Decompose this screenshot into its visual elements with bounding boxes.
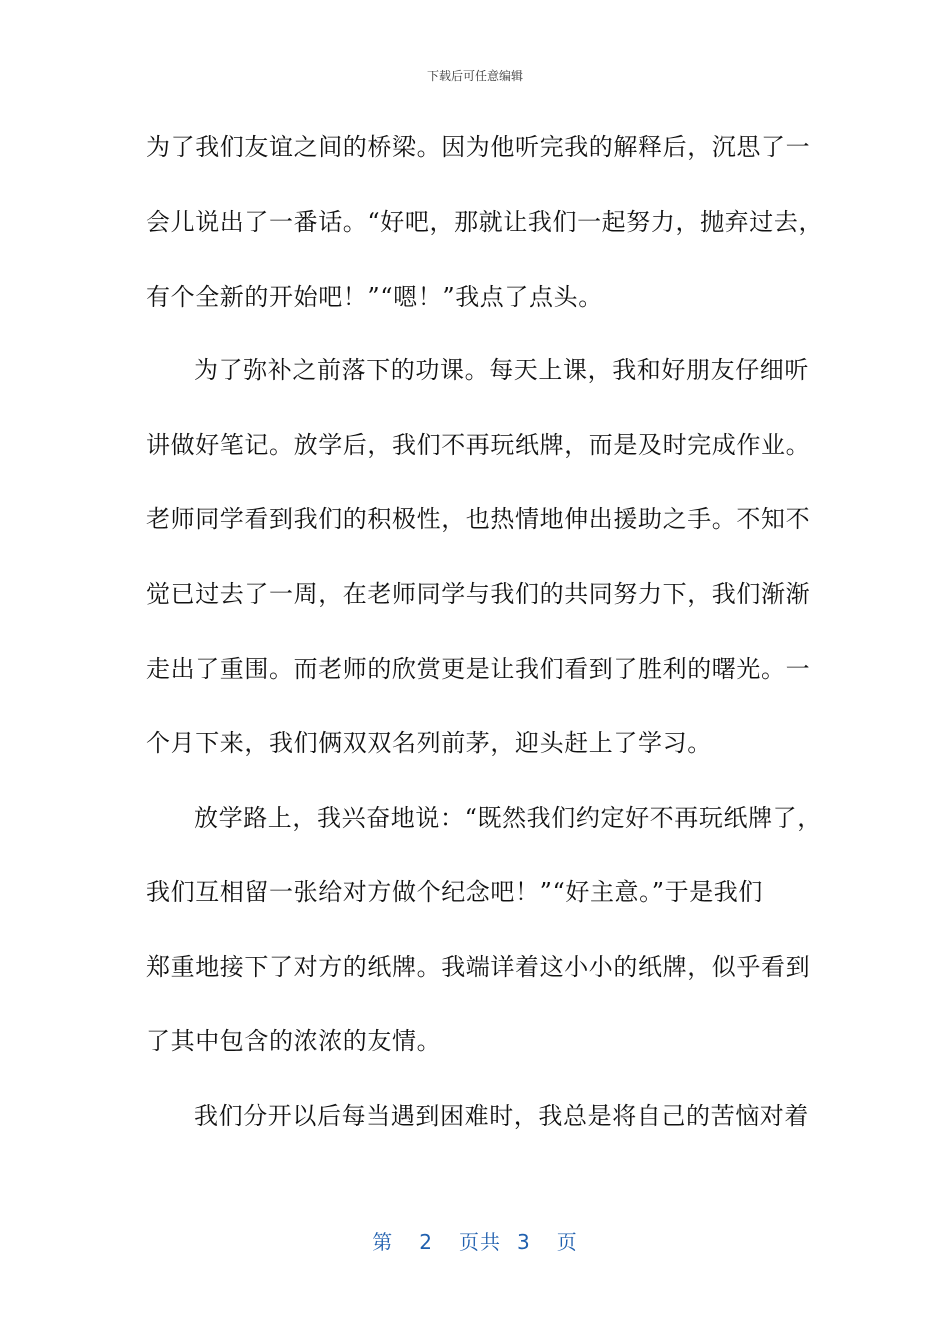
footer-middle: 页共 (459, 1230, 501, 1254)
text-line: 我们互相留一张给对方做个纪念吧！”“好主意。”于是我们 (146, 878, 764, 906)
page-footer (0, 1226, 950, 1255)
text-line: 郑重地接下了对方的纸牌。我端详着这小小的纸牌，似乎看到 (146, 953, 811, 981)
total-page-number: 3 (517, 1230, 531, 1254)
text-line: 为了弥补之前落下的功课。每天上课，我和好朋友仔细听 (194, 356, 809, 384)
text-line: 觉已过去了一周，在老师同学与我们的共同努力下，我们渐渐 (146, 580, 811, 608)
text-line: 走出了重围。而老师的欣赏更是让我们看到了胜利的曙光。一 (146, 655, 811, 683)
footer-suffix: 页 (556, 1230, 578, 1254)
text-line: 我们分开以后每当遇到困难时，我总是将自己的苦恼对着 (194, 1102, 809, 1130)
text-line: 个月下来，我们俩双双名列前茅，迎头赶上了学习。 (146, 729, 712, 757)
footer-prefix: 第 (372, 1230, 394, 1254)
header-note: 下载后可任意编辑 (426, 69, 523, 83)
text-line: 会儿说出了一番话。“好吧，那就让我们一起努力，抛弃过去， (146, 208, 824, 236)
text-line: 为了我们友谊之间的桥梁。因为他听完我的解释后，沉思了一 (146, 133, 811, 161)
text-line: 了其中包含的浓浓的友情。 (146, 1027, 442, 1055)
text-line: 放学路上，我兴奋地说：“既然我们约定好不再玩纸牌了， (194, 804, 822, 832)
current-page-number: 2 (419, 1230, 433, 1254)
text-line: 有个全新的开始吧！”“嗯！”我点了点头。 (146, 283, 603, 311)
text-line: 老师同学看到我们的积极性，也热情地伸出援助之手。不知不 (146, 505, 811, 533)
text-line: 讲做好笔记。放学后，我们不再玩纸牌，而是及时完成作业。 (146, 431, 811, 459)
